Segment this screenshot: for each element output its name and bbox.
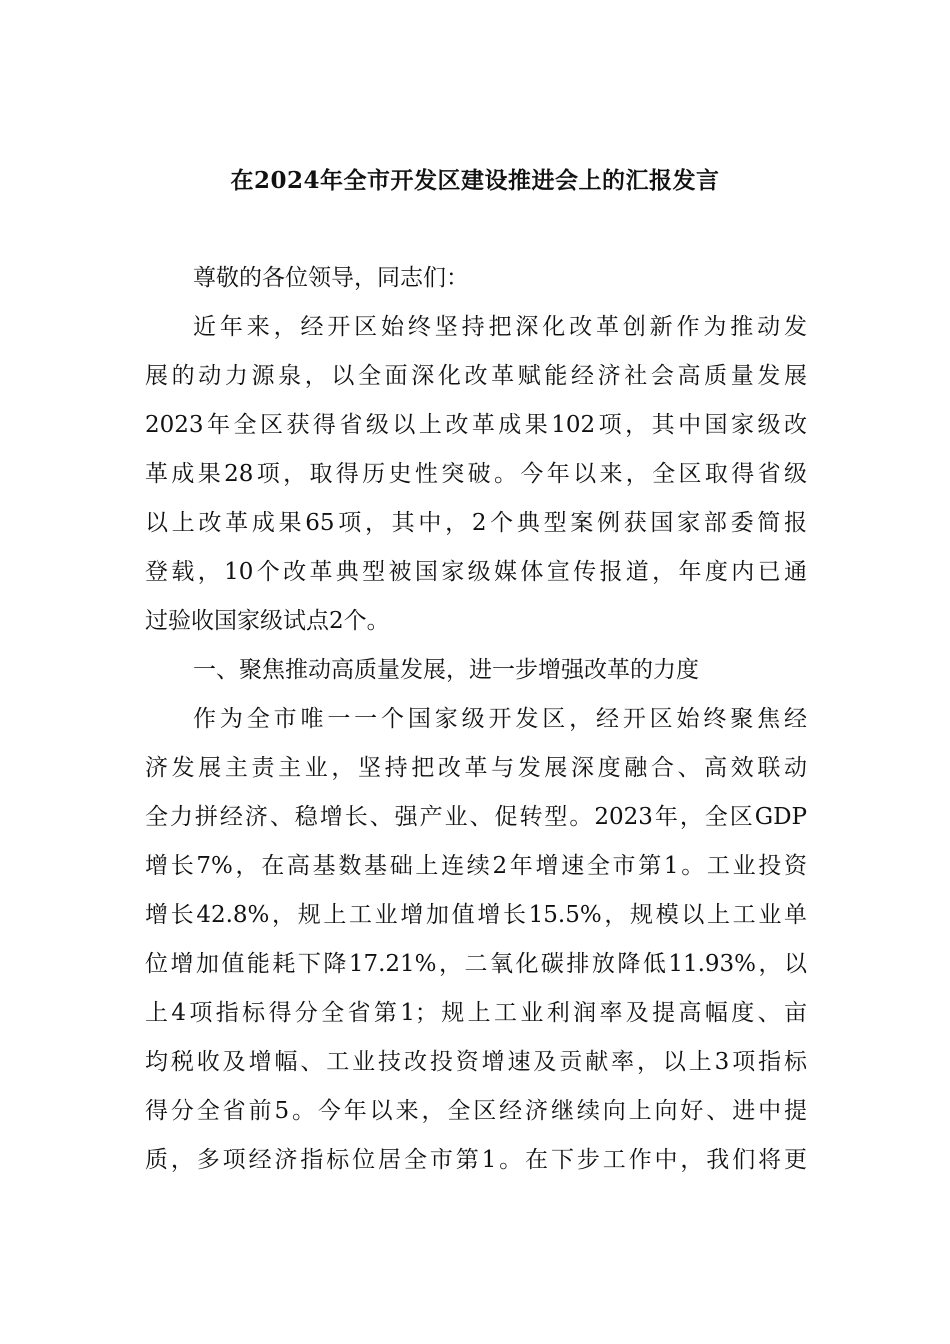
text-line: 一、聚焦推动高质量发展，进一步增强改革的力度 bbox=[193, 657, 699, 683]
text-line: 2023年全区获得省级以上改革成果102项，其中国家级改 bbox=[145, 412, 807, 438]
text-line: 位增加值能耗下降17.21%，二氧化碳排放降低11.93%，以 bbox=[145, 951, 807, 977]
text-line: 过验收国家级试点2个。 bbox=[145, 608, 390, 634]
text-line: 均税收及增幅、工业技改投资增速及贡献率，以上3项指标 bbox=[145, 1049, 807, 1075]
text-line: 济发展主责主业，坚持把改革与发展深度融合、高效联动 bbox=[145, 755, 807, 781]
text-line: 近年来，经开区始终坚持把深化改革创新作为推动发 bbox=[193, 314, 807, 340]
text-line: 得分全省前5。今年以来，全区经济继续向上向好、进中提 bbox=[145, 1098, 807, 1124]
document-title: 在2024年全市开发区建设推进会上的汇报发言 bbox=[230, 167, 720, 194]
text-line: 展的动力源泉，以全面深化改革赋能经济社会高质量发展 bbox=[145, 363, 807, 389]
text-line: 登载，10个改革典型被国家级媒体宣传报道，年度内已通 bbox=[145, 559, 807, 585]
text-line: 增长42.8%，规上工业增加值增长15.5%，规模以上工业单 bbox=[145, 902, 807, 928]
text-line: 全力拼经济、稳增长、强产业、促转型。2023年，全区GDP bbox=[145, 804, 807, 830]
text-line: 革成果28项，取得历史性突破。今年以来，全区取得省级 bbox=[145, 461, 807, 487]
text-line: 增长7%，在高基数基础上连续2年增速全市第1。工业投资 bbox=[145, 853, 807, 879]
text-line: 以上改革成果65项，其中，2个典型案例获国家部委简报 bbox=[145, 510, 807, 536]
document-body bbox=[145, 254, 807, 1185]
text-line: 尊敬的各位领导，同志们： bbox=[193, 265, 469, 291]
text-line: 上4项指标得分全省第1；规上工业利润率及提高幅度、亩 bbox=[145, 1000, 807, 1026]
text-line: 质，多项经济指标位居全市第1。在下步工作中，我们将更 bbox=[145, 1147, 807, 1173]
text-line: 作为全市唯一一个国家级开发区，经开区始终聚焦经 bbox=[193, 706, 807, 732]
